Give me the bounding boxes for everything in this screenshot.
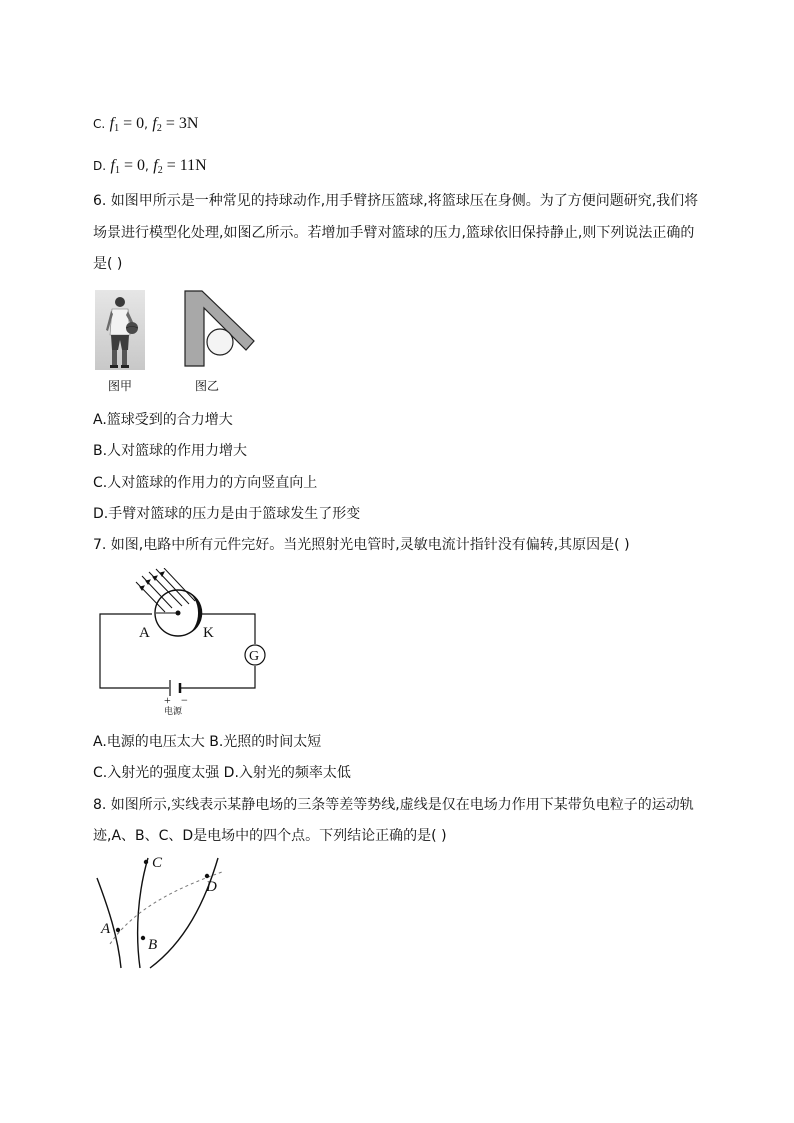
q6-stem-line3: 是( ) bbox=[93, 256, 123, 272]
q6-stem-line2: 场景进行模型化处理,如图乙所示。若增加手臂对篮球的压力,篮球依旧保持静止,则下列说法正确的 bbox=[93, 225, 695, 241]
q8-stem-line1: 8. 如图所示,实线表示某静电场的三条等差等势线,虚线是仅在电场力作用下某带负电粒子的运动轨 bbox=[93, 797, 694, 813]
q8-point-d: D bbox=[206, 879, 217, 895]
q6-figure-photo bbox=[95, 290, 145, 370]
q6-option-c: C.人对篮球的作用力的方向竖直向上 bbox=[93, 475, 318, 491]
q7-battery-label: 电源 bbox=[164, 707, 183, 717]
option-c: C. $f_1 = 0$, $f_2 = 3N$ bbox=[93, 115, 199, 134]
q7-battery-minus: − bbox=[181, 693, 188, 707]
q6-option-a: A.篮球受到的合力增大 bbox=[93, 412, 233, 428]
q6-figure-photo-caption: 图甲 bbox=[108, 379, 133, 393]
q7-options-line1: A.电源的电压太大 B.光照的时间太短 bbox=[93, 734, 322, 750]
q7-battery-plus: + bbox=[164, 693, 171, 707]
q6-option-b: B.人对篮球的作用力增大 bbox=[93, 443, 248, 459]
q7-galvanometer-label: G bbox=[249, 649, 260, 664]
q6-stem-line1: 6. 如图甲所示是一种常见的持球动作,用手臂挤压篮球,将篮球压在身侧。为了方便问题研究,我们将 bbox=[93, 193, 699, 209]
q6-option-d: D.手臂对篮球的压力是由于篮球发生了形变 bbox=[93, 506, 361, 522]
q7-label-cathode: K bbox=[203, 625, 214, 641]
q7-options-line2: C.入射光的强度太强 D.入射光的频率太低 bbox=[93, 765, 351, 781]
q6-figure-model-caption: 图乙 bbox=[195, 379, 220, 393]
q8-stem-line2: 迹,A、B、C、D是电场中的四个点。下列结论正确的是( ) bbox=[93, 828, 447, 844]
q8-point-c: C bbox=[152, 855, 163, 871]
q6-figure-model bbox=[180, 286, 260, 372]
q8-point-b: B bbox=[148, 937, 158, 953]
q7-label-anode: A bbox=[139, 625, 150, 641]
q7-stem-line1: 7. 如图,电路中所有元件完好。当光照射光电管时,灵敏电流计指针没有偏转,其原因是( ) bbox=[93, 537, 630, 553]
q8-equipotential-diagram bbox=[90, 852, 240, 974]
q8-point-a: A bbox=[101, 921, 111, 937]
option-d: D. $f_1 = 0$, $f_2 = 11N$ bbox=[93, 157, 207, 176]
q7-circuit-diagram bbox=[92, 568, 272, 718]
